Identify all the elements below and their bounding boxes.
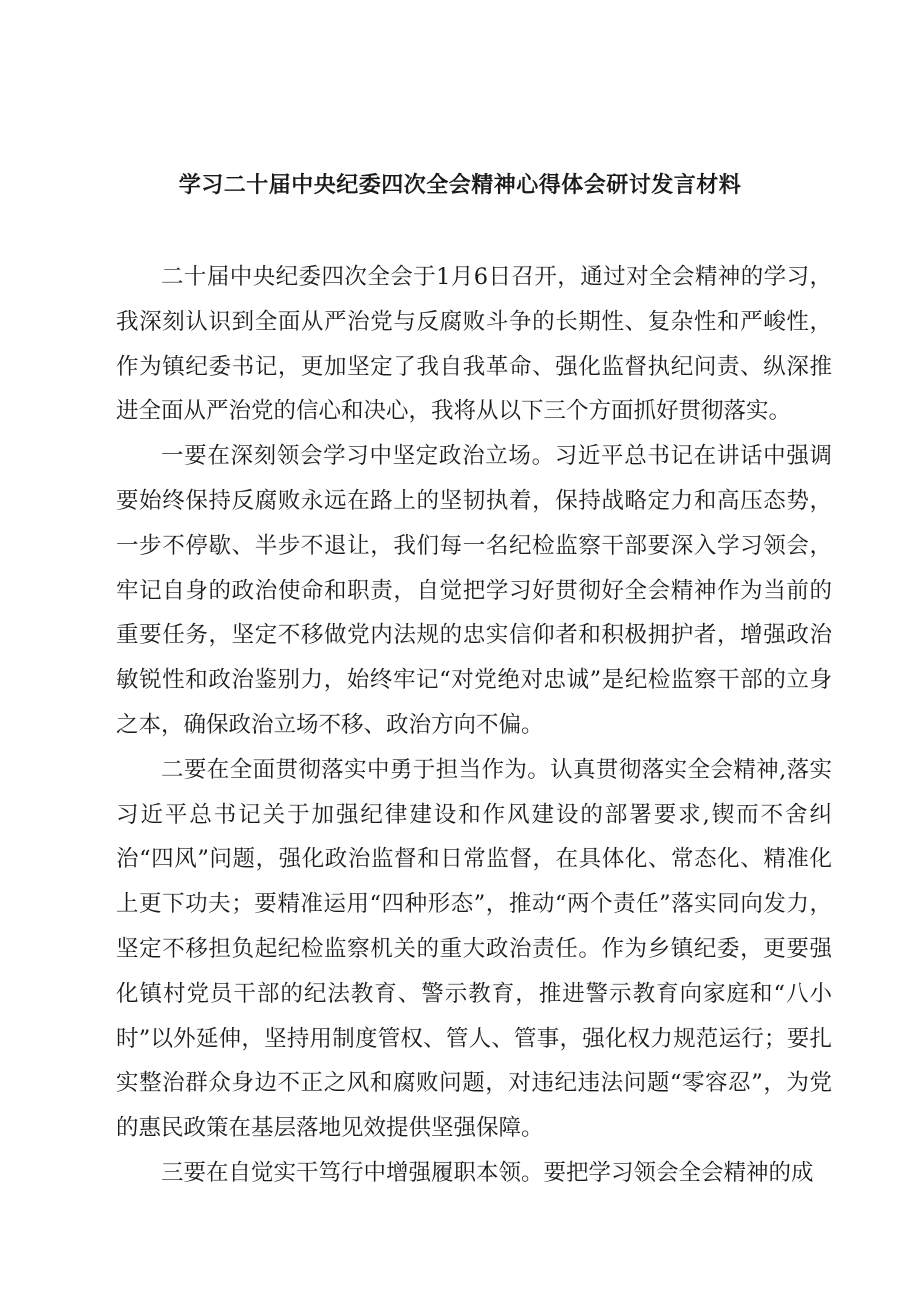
paragraph-intro: 二十届中央纪委四次全会于1月6日召开，通过对全会精神的学习，我深刻认识到全面从严治党与反腐败斗争的长期性、复杂性和严峻性，作为镇纪委书记，更加坚定了我自我革命、强化监督执纪问责、纵深推进全面从严治党的信心和决心，我将从以下三个方面抓好贯彻落实。 xyxy=(116,264,832,425)
paragraph-point-one: 一要在深刻领会学习中坚定政治立场。习近平总书记在讲话中强调要始终保持反腐败永远在路上的坚韧执着，保持战略定力和高压态势，一步不停歇、半步不退让，我们每一名纪检监察干部要深入学习领会，牢记自身的政治使命和职责，自觉把学习好贯彻好全会精神作为当前的重要任务，坚定不移做党内法规的忠实信仰者和积极拥护者，增强政治敏锐性和政治鉴别力，始终牢记“对党绝对忠诚”是纪检监察干部的立身之本，确保政治立场不移、政治方向不偏。 xyxy=(116,443,832,738)
paragraph-point-two: 二要在全面贯彻落实中勇于担当作为。认真贯彻落实全会精神,落实习近平总书记关于加强纪律建设和作风建设的部署要求,锲而不舍纠治“四风”问题，强化政治监督和日常监督，在具体化、常态化、精准化上更下功夫；要精准运用“四种形态”，推动“两个责任”落实同向发力，坚定不移担负起纪检监察机关的重大政治责任。作为乡镇纪委，更要强化镇村党员干部的纪法教育、警示教育，推进警示教育向家庭和“八小时”以外延伸，坚持用制度管权、管人、管事，强化权力规范运行；要扎实整治群众身边不正之风和腐败问题，对违纪违法问题“零容忍”，为党的惠民政策在基层落地见效提供坚强保障。 xyxy=(116,756,832,1142)
document-title: 学习二十届中央纪委四次全会精神心得体会研讨发言材料 xyxy=(178,173,742,198)
document-body xyxy=(116,255,832,1196)
paragraph-point-three: 三要在自觉实干笃行中增强履职本领。要把学习领会全会精神的成 xyxy=(161,1159,814,1186)
